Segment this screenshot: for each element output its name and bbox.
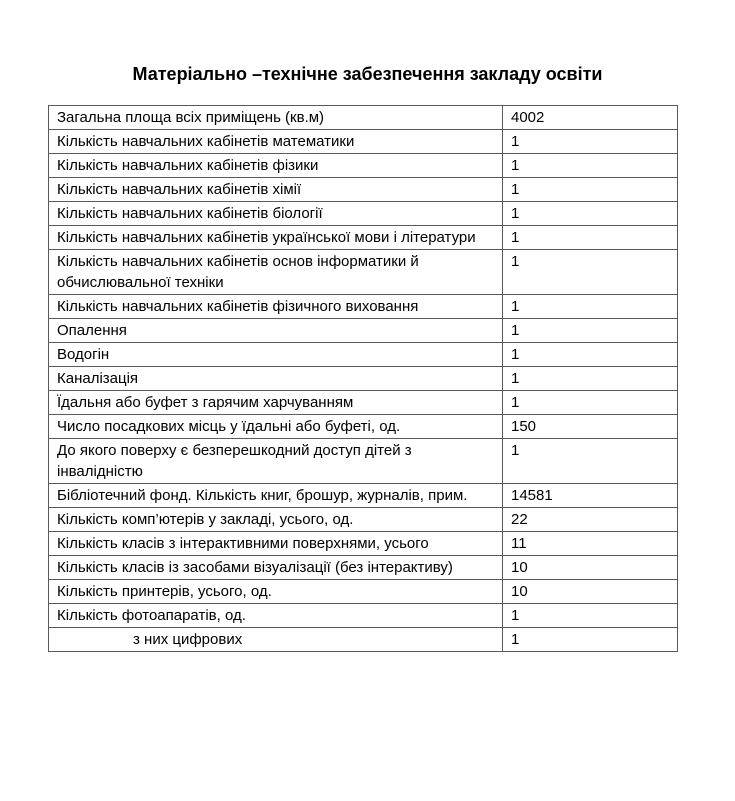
table-row	[49, 343, 678, 367]
indicator-cell: Число посадкових місць у їдальні або буфеті, од.	[49, 415, 503, 439]
table-row	[49, 226, 678, 250]
value-cell: 1	[503, 367, 678, 391]
value-cell: 4002	[503, 106, 678, 130]
table-row	[49, 628, 678, 652]
indicator-cell: Кількість навчальних кабінетів української мови і літератури	[49, 226, 503, 250]
table-row	[49, 604, 678, 628]
value-cell: 11	[503, 532, 678, 556]
table-row	[49, 130, 678, 154]
table-row	[49, 532, 678, 556]
indicator-cell: Водогін	[49, 343, 503, 367]
indicator-cell: Кількість класів з інтерактивними поверхнями, усього	[49, 532, 503, 556]
indicator-cell: Опалення	[49, 319, 503, 343]
table-row	[49, 391, 678, 415]
value-cell: 22	[503, 508, 678, 532]
table-row	[49, 415, 678, 439]
indicator-cell: Кількість класів із засобами візуалізації (без інтерактиву)	[49, 556, 503, 580]
table-row	[49, 250, 678, 295]
indicator-cell: Кількість навчальних кабінетів фізичного виховання	[49, 295, 503, 319]
value-cell: 1	[503, 319, 678, 343]
value-cell: 1	[503, 439, 678, 484]
value-cell: 1	[503, 130, 678, 154]
indicator-cell: з них цифрових	[49, 628, 503, 652]
value-cell: 14581	[503, 484, 678, 508]
facilities-table-body	[49, 106, 678, 652]
table-row	[49, 178, 678, 202]
indicator-cell: Кількість навчальних кабінетів основ інформатики й обчислювальної техніки	[49, 250, 503, 295]
indicator-cell: Кількість комп’ютерів у закладі, усього, од.	[49, 508, 503, 532]
table-row	[49, 319, 678, 343]
indicator-cell: Кількість фотоапаратів, од.	[49, 604, 503, 628]
value-cell: 1	[503, 226, 678, 250]
indicator-cell: Кількість навчальних кабінетів біології	[49, 202, 503, 226]
indicator-cell: Загальна площа всіх приміщень (кв.м)	[49, 106, 503, 130]
value-cell: 1	[503, 295, 678, 319]
value-cell: 1	[503, 604, 678, 628]
value-cell: 1	[503, 154, 678, 178]
facilities-table	[48, 105, 678, 652]
table-row	[49, 556, 678, 580]
value-cell: 1	[503, 628, 678, 652]
value-cell: 10	[503, 556, 678, 580]
indicator-cell: Каналізація	[49, 367, 503, 391]
indicator-cell: Кількість навчальних кабінетів фізики	[49, 154, 503, 178]
value-cell: 1	[503, 343, 678, 367]
indicator-cell: Кількість навчальних кабінетів хімії	[49, 178, 503, 202]
table-row	[49, 439, 678, 484]
table-row	[49, 367, 678, 391]
indicator-cell: Бібліотечний фонд. Кількість книг, брошур, журналів, прим.	[49, 484, 503, 508]
value-cell: 1	[503, 391, 678, 415]
indicator-cell: Їдальня або буфет з гарячим харчуванням	[49, 391, 503, 415]
table-row	[49, 295, 678, 319]
table-row	[49, 154, 678, 178]
value-cell: 1	[503, 178, 678, 202]
indicator-cell: До якого поверху є безперешкодний доступ дітей з інвалідністю	[49, 439, 503, 484]
table-row	[49, 484, 678, 508]
table-row	[49, 508, 678, 532]
value-cell: 1	[503, 250, 678, 295]
value-cell: 150	[503, 415, 678, 439]
page-title: Матеріально –технічне забезпечення закладу освіти	[132, 64, 603, 84]
value-cell: 10	[503, 580, 678, 604]
indicator-cell: Кількість навчальних кабінетів математики	[49, 130, 503, 154]
table-row	[49, 580, 678, 604]
value-cell: 1	[503, 202, 678, 226]
table-row	[49, 202, 678, 226]
table-row	[49, 106, 678, 130]
indicator-cell: Кількість принтерів, усього, од.	[49, 580, 503, 604]
